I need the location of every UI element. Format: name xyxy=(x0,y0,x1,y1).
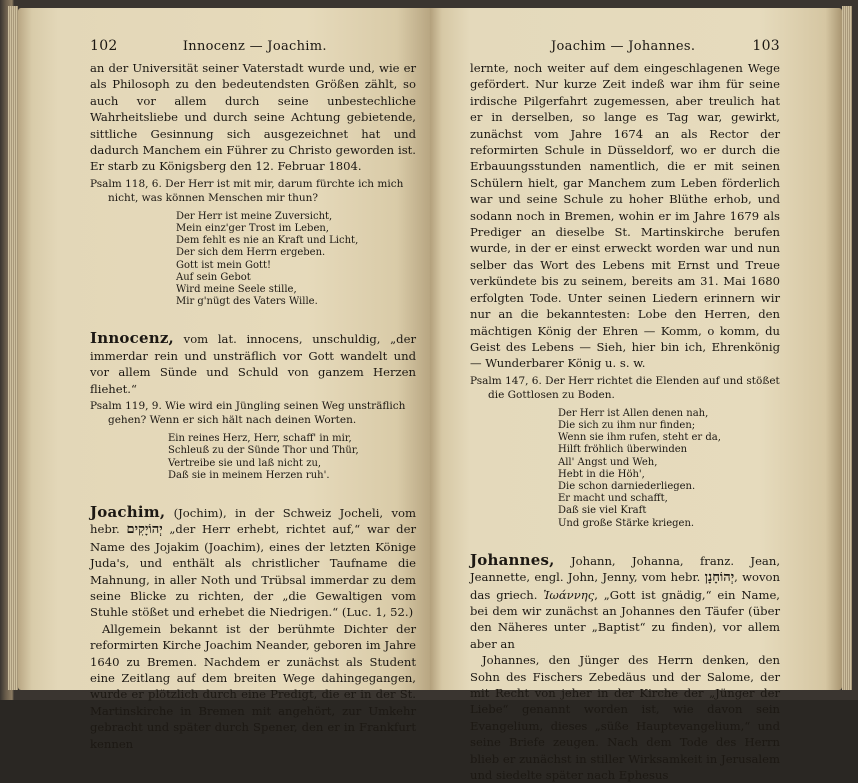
verse-line: Hebt in die Höh', xyxy=(558,468,645,480)
verse-line: Wird meine Seele stille, xyxy=(176,284,297,296)
hebrew-word-johannes: יְהוֹחָנָן xyxy=(704,570,735,586)
verse-line: Die schon darniederliegen. xyxy=(558,480,696,492)
verse-line: All' Angst und Weh, xyxy=(558,456,658,468)
joachim-neander-paragraph: Allgemein bekannt ist der berühmte Dichter der reformirten Kirche Joachim Neander, geboren im Jahre 1640 zu Bremen. Nachdem er zunächst als Student eine Zeitlang auf dem breiten Wege dahingegangen, wurde er plötzlich durch eine Predigt, die er in der St. Martinskirche in Bremen mit angehört, zur Umkehr gebracht und später durch Spener, den er in Frankfurt kennen xyxy=(90,621,416,751)
verse-line: Der sich dem Herrn ergeben. xyxy=(176,247,326,259)
verse-line: Vertreibe sie und laß nicht zu, xyxy=(168,457,322,469)
left-page-header xyxy=(90,38,416,54)
left-page xyxy=(18,8,430,751)
left-running-head: Innocenz — Joachim. xyxy=(182,39,327,54)
verse-line: Ein reines Herz, Herr, schaff' in mir, xyxy=(168,433,352,445)
verse-line: Er macht und schafft, xyxy=(558,493,668,505)
johannes-disciple-paragraph: Johannes, den Jünger des Herrn denken, den Sohn des Fischers Zebedäus und der Salome, der mit Recht von jeher in der Kirche der „Jünger der Liebe“ genannt worden ist, wie davon sein Evangelium, dieses „süße Hauptevangelium,“ und seine Briefe zeugen. Nach dem Tode des Herrn blieb er zunächst in stiller Wirksamkeit in Jerusalem und siedelte später nach Ephesus xyxy=(470,653,780,783)
verse-line: Mir g'nügt des Vaters Wille. xyxy=(176,296,318,308)
right-psalm-reference-1: Psalm 147, 6. Der Herr richtet die Elenden auf und stößet die Gottlosen zu Boden. xyxy=(470,374,780,401)
verse-line: Auf sein Gebot xyxy=(176,271,251,283)
right-top-paragraph: lernte, noch weiter auf dem eingeschlagenen Wege gefördert. Nur kurze Zeit indeß war ihm für seine irdische Pilgerfahrt zugemessen, aber treulich hat er in derselben, so lange es Tag war, gewirkt, zunächst vom Jahre 1674 an als Rector der reformirten Schule in Düsseldorf, wo er durch die Erbauungsstunden namentlich, die er mit seinen Schülern hielt, gar Manchem zum Leben förderlich war und seine Schule zu hoher Blüthe erhob, und sodann noch in Bremen, wohin er im Jahre 1679 als Prediger an dieselbe St. Martinskirche berufen wurde, in der er einst erweckt worden war und nun selber das Wort des Lebens mit Ernst und Treue verkündete bis zu seinem, bereits am 31. Mai 1680 erfolgten Tode. Unter seinen Liedern erinnern wir nur an die bekanntesten: Lobe den Herren, den mächtigen König der Ehren — Komm, o komm, du Geist des Lebens — Sieh, hier bin ich, Ehrenkönig — Wunderbarer König u. s. w. xyxy=(470,61,780,371)
left-psalm-reference-2: Psalm 119, 9. Wie wird ein Jüngling seinen Weg unsträflich gehen? Wenn er sich hält nach deinen Worten. xyxy=(90,400,406,427)
verse-line: Gott ist mein Gott! xyxy=(176,259,272,271)
entry-innocenz: Innocenz, vom lat. innocens, unschuldig, „der immerdar rein und unsträflich vor Gott wandelt und vor allem Sünde und Schuld von ganzem Herzen fliehet.“ xyxy=(90,329,416,396)
right-page xyxy=(430,8,842,783)
verse-line: Schleuß zu der Sünde Thor und Thür, xyxy=(168,445,359,457)
verse-line: Daß sie viel Kraft xyxy=(558,505,647,517)
verse-line: Wenn sie ihm rufen, steht er da, xyxy=(558,432,721,444)
entry-joachim: Joachim, (Jochim), in der Schweiz Jocheli, vom hebr. יְהוֹיָקִים „der Herr erhebt, richtet auf,“ war der Name des Jojakim (Joachim), eines der letzten Könige Juda's, und enthält als christlicher Taufname die Mahnung, in aller Noth und Trübsal immerdar zu dem seine Blicke zu richten, der „die Gewaltigen vom Stuhle stößet und erhebet die Niedrigen.“ (Luc. 1, 52.) xyxy=(90,502,416,620)
right-page-edges xyxy=(842,6,852,690)
entry-title-joachim: Joachim, xyxy=(90,502,166,521)
left-verse-1 xyxy=(90,211,416,309)
right-page-number: 103 xyxy=(752,38,780,54)
left-top-paragraph: an der Universität seiner Vaterstadt wurde und, wie er als Philosoph zu den bedeutendsten Größen zählt, so auch vor allem durch seine unbestechliche Wahrheitsliebe und durch seine Achtung gebietende, sittliche Gesinnung sich ausgezeichnet hat und dadurch Manchem ein Führer zu Christo geworden ist. Er starb zu Königsberg den 12. Februar 1804. xyxy=(90,61,416,174)
verse-line: Dem fehlt es nie an Kraft und Licht, xyxy=(176,235,359,247)
right-running-head: Joachim — Johannes. xyxy=(551,39,696,54)
verse-line: Die sich zu ihm nur finden; xyxy=(558,419,696,431)
left-psalm-reference-1: Psalm 118, 6. Der Herr ist mit mir, darum fürchte ich mich nicht, was können Menschen mir thun? xyxy=(90,177,404,204)
verse-line: Hilft fröhlich überwinden xyxy=(558,444,688,456)
hebrew-word-joachim: יְהוֹיָקִים xyxy=(126,522,163,538)
entry-title-innocenz: Innocenz, xyxy=(90,329,174,348)
right-page-header xyxy=(470,38,780,54)
entry-johannes: Johannes, Johann, Johanna, franz. Jean, Jeannette, engl. John, Jenny, vom hebr. יְהוֹחָנָן, wovon das griech. Ἰωάννης, „Gott ist gnädig,“ ein Name, bei dem wir zunächst an Johannes den Täufer (über den Näheres unter „Baptist“ zu finden), vor allem aber an xyxy=(470,550,780,651)
verse-line: Der Herr ist Allen denen nah, xyxy=(558,407,709,419)
greek-word-johannes: Ἰωάννης xyxy=(543,587,595,602)
verse-line: Der Herr ist meine Zuversicht, xyxy=(176,210,333,222)
verse-line: Und große Stärke kriegen. xyxy=(558,517,695,529)
left-verse-2 xyxy=(90,433,416,482)
right-verse-1 xyxy=(470,408,780,530)
entry-title-johannes: Johannes, xyxy=(470,550,555,569)
left-page-edges xyxy=(8,6,18,690)
verse-line: Daß sie in meinem Herzen ruh'. xyxy=(168,469,330,481)
left-page-number: 102 xyxy=(90,38,118,54)
verse-line: Mein einz'ger Trost im Leben, xyxy=(176,223,329,235)
